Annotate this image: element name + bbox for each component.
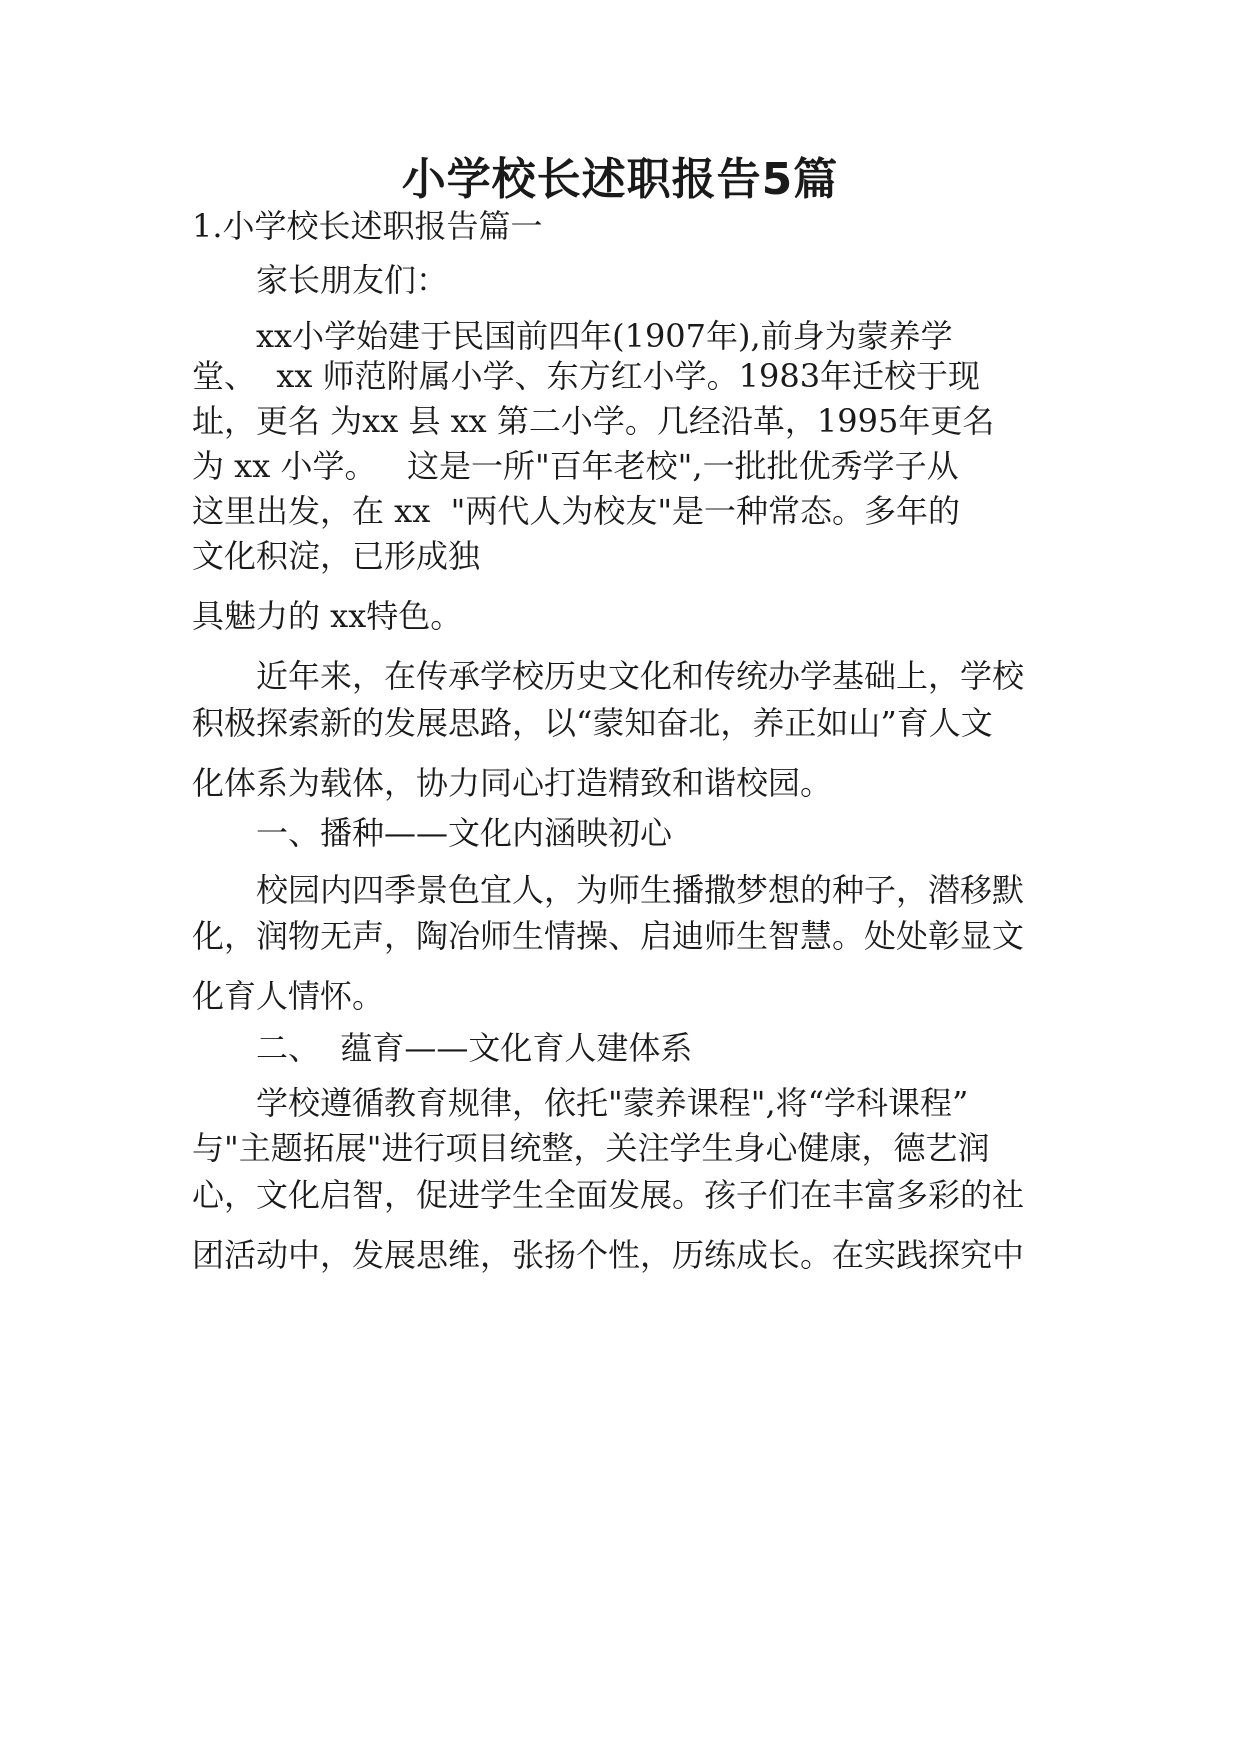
paragraph-line: 这里出发，在 xx "两代人为校友"是一种常态。多年的 <box>192 492 961 530</box>
paragraph-line: 积极探索新的发展思路，以“蒙知奋北，养正如山”育人文 <box>192 704 993 742</box>
paragraph-line: 具魅力的 xx特色。 <box>192 597 463 635</box>
section-heading: 1.小学校长述职报告篇一 <box>192 207 543 245</box>
document-title: 小学校长述职报告5篇 <box>401 154 839 205</box>
paragraph-line: 堂、 xx 师范附属小学、东方红小学。1983年迁校于现 <box>192 357 981 395</box>
paragraph-line: 心，文化启智，促进学生全面发展。孩子们在丰富多彩的社 <box>192 1176 1025 1214</box>
subheading: 二、 蕴育——文化育人建体系 <box>256 1029 693 1067</box>
paragraph-line: 化，润物无声，陶冶师生情操、启迪师生智慧。处处彰显文 <box>192 917 1025 955</box>
subheading: 一、播种——文化内涵映初心 <box>256 814 673 852</box>
salutation: 家长朋友们： <box>256 261 449 299</box>
paragraph-line: 校园内四季景色宜人，为师生播撒梦想的种子，潜移默 <box>256 871 1025 909</box>
paragraph-line: 学校遵循教育规律，依托"蒙养课程",将“学科课程” <box>256 1084 969 1122</box>
paragraph-line: 近年来，在传承学校历史文化和传统办学基础上，学校 <box>256 657 1025 695</box>
paragraph-line: 团活动中，发展思维，张扬个性，历练成长。在实践探究中 <box>192 1236 1025 1274</box>
paragraph-line: 化育人情怀。 <box>192 977 385 1015</box>
paragraph-line: xx小学始建于民国前四年(1907年),前身为蒙养学 <box>256 317 953 355</box>
paragraph-line: 与"主题拓展"进行项目统整，关注学生身心健康，德艺润 <box>192 1129 990 1167</box>
paragraph-line: 为 xx 小学。 这是一所"百年老校",一批批优秀学子从 <box>192 447 959 485</box>
paragraph-line: 化体系为载体，协力同心打造精致和谐校园。 <box>192 764 833 802</box>
paragraph-line: 址，更名 为xx 县 xx 第二小学。几经沿革，1995年更名 <box>192 402 995 440</box>
paragraph-line: 文化积淀，已形成独 <box>192 537 481 575</box>
